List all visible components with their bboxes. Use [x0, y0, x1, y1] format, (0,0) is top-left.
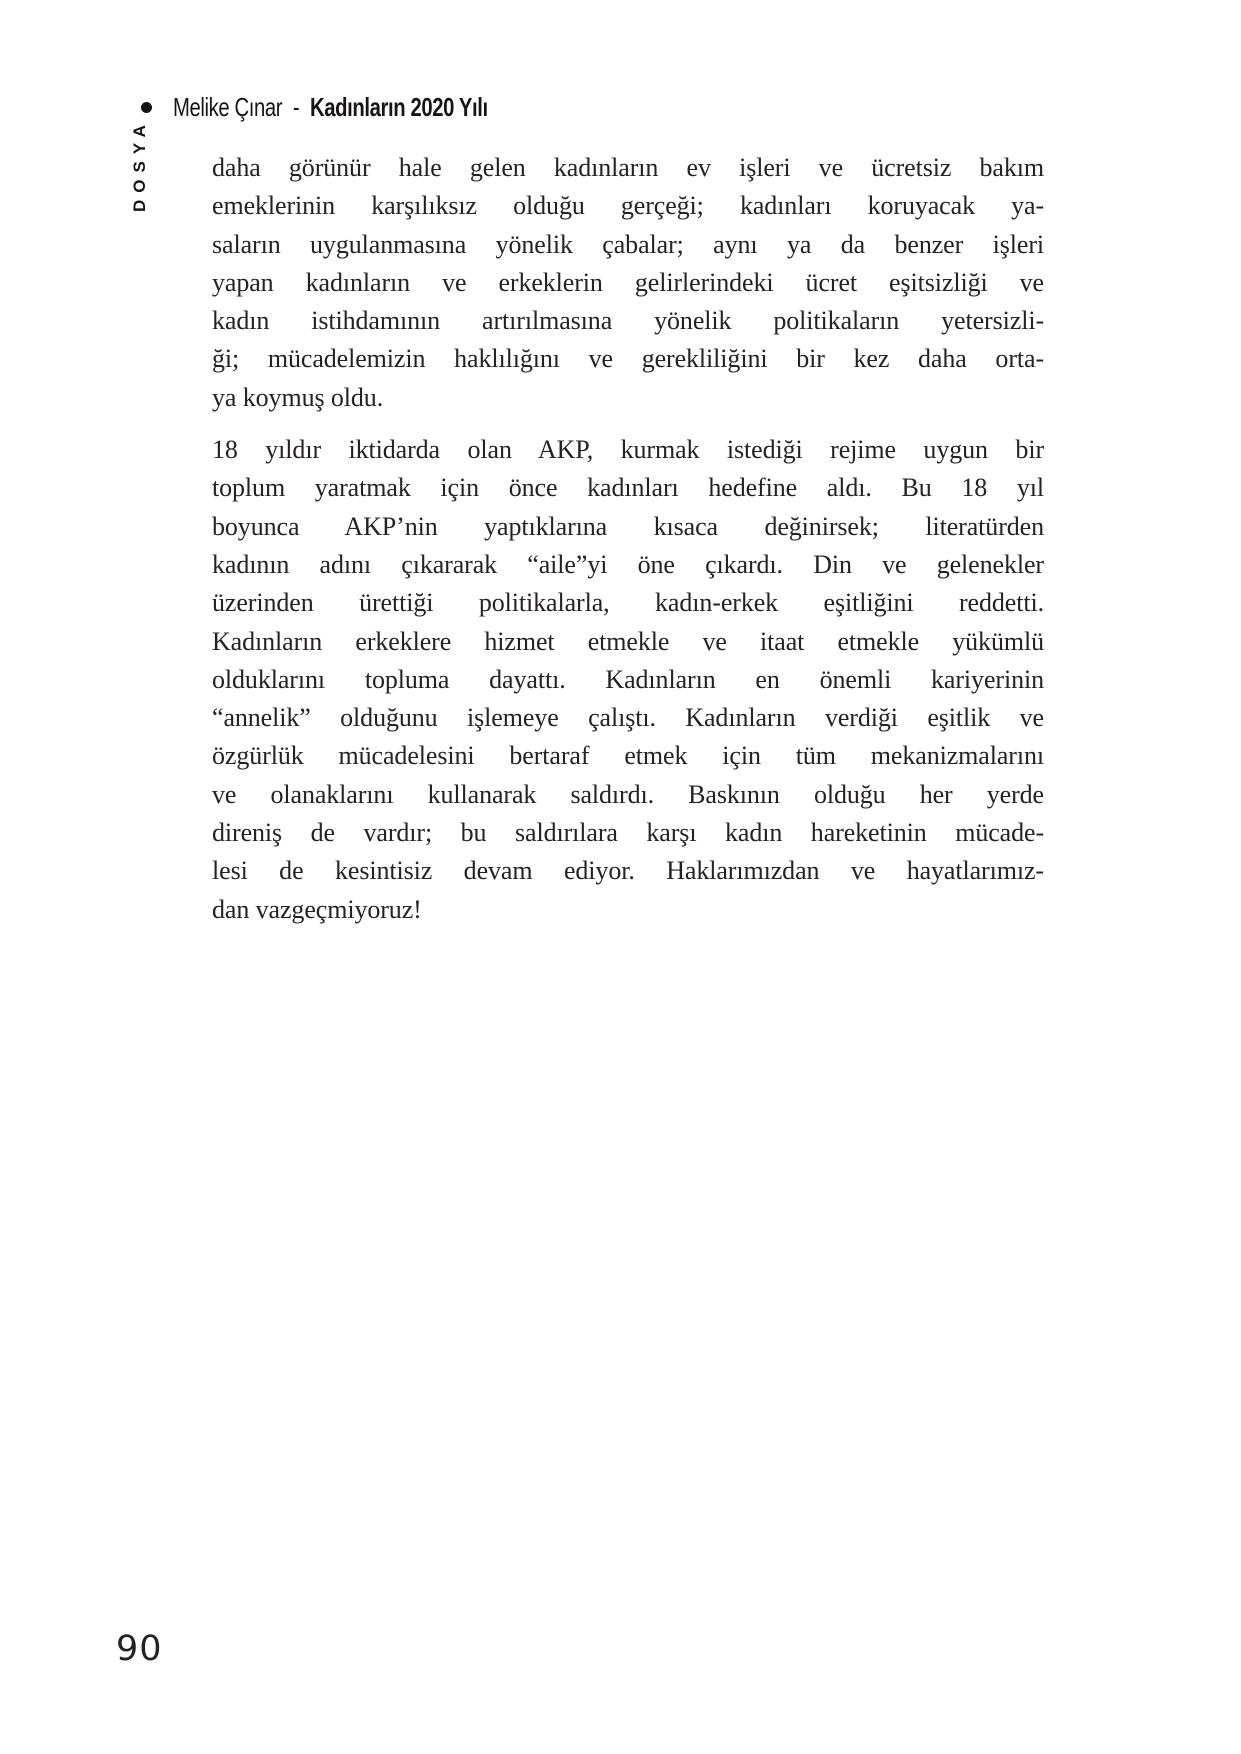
section-label-vertical: DOSYA [130, 118, 149, 212]
text-line: ve olanaklarını kullanarak saldırdı. Baskının olduğu her yerde [212, 779, 1044, 809]
text-line: boyunca AKP’nin yaptıklarına kısaca değinirsek; literatürden [212, 511, 1044, 541]
text-line: saların uygulanmasına yönelik çabalar; aynı ya da benzer işleri [212, 229, 1044, 259]
text-line: “annelik” olduğunu işlemeye çalıştı. Kadınların verdiği eşitlik ve [212, 703, 1044, 733]
text-line: Kadınların erkeklere hizmet etmekle ve itaat etmekle yükümlü [212, 626, 1044, 656]
author-name: Melike Çınar [173, 92, 283, 122]
text-line: lesi de kesintisiz devam ediyor. Haklarımızdan ve hayatlarımız- [212, 856, 1044, 886]
text-line: üzerinden ürettiği politikalarla, kadın-erkek eşitliğini reddetti. [212, 588, 1044, 618]
bullet-icon [141, 102, 152, 113]
paragraph [212, 431, 1044, 929]
page-number: 90 [116, 1629, 163, 1669]
text-line: yapan kadınların ve erkeklerin gelirlerindeki ücret eşitsizliği ve [212, 267, 1044, 297]
running-header-text [173, 92, 488, 123]
body-text-column [212, 149, 1044, 929]
text-line: ya koymuş oldu. [212, 382, 384, 412]
text-line: emeklerinin karşılıksız olduğu gerçeği; kadınları koruyacak ya- [212, 191, 1044, 221]
text-line: olduklarını topluma dayattı. Kadınların en önemli kariyerinin [212, 664, 1044, 694]
text-line: dan vazgeçmiyoruz! [212, 894, 422, 924]
text-line: kadının adını çıkararak “aile”yi öne çıkardı. Din ve gelenekler [212, 549, 1044, 579]
text-line: ği; mücadelemizin haklılığını ve gerekliliğini bir kez daha orta- [212, 344, 1044, 374]
text-line: toplum yaratmak için önce kadınları hedefine aldı. Bu 18 yıl [212, 473, 1044, 503]
paragraph [212, 149, 1044, 417]
header-separator: - [292, 92, 300, 122]
text-line: özgürlük mücadelesini bertaraf etmek için tüm mekanizmalarını [212, 741, 1044, 771]
text-line: 18 yıldır iktidarda olan AKP, kurmak istediği rejime uygun bir [212, 435, 1044, 465]
text-line: kadın istihdamının artırılmasına yönelik politikaların yetersizli- [212, 306, 1044, 336]
text-line: daha görünür hale gelen kadınların ev işleri ve ücretsiz bakım [212, 153, 1044, 182]
text-line: direniş de vardır; bu saldırılara karşı kadın hareketinin mücade- [212, 818, 1044, 848]
running-header [141, 92, 577, 123]
article-title: Kadınların 2020 Yılı [309, 92, 488, 122]
